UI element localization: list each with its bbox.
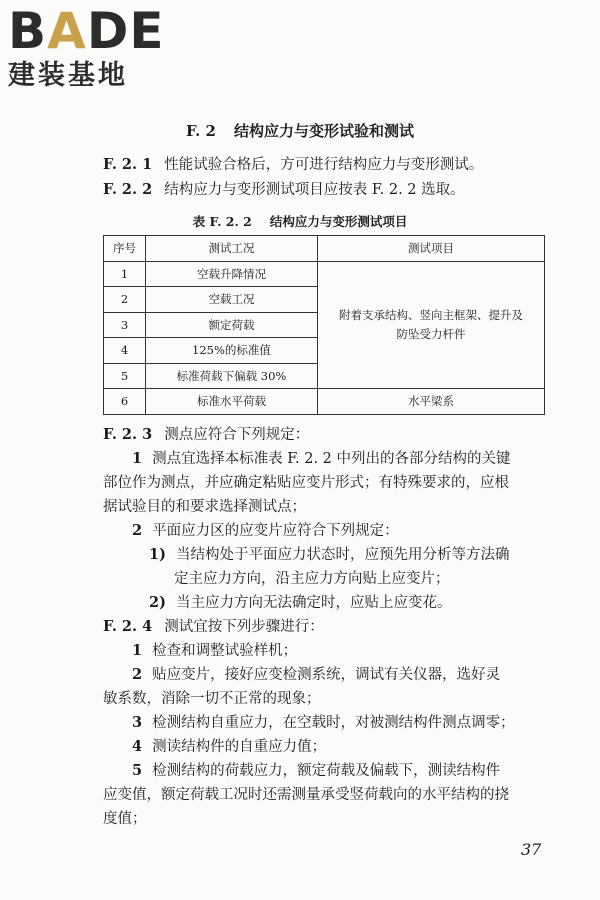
logo-wordmark: BADE <box>8 2 165 60</box>
f23-subitem-2: 2) 当主应力方向无法确定时，应贴上应变花。 <box>149 594 452 611</box>
table-cell: 5 <box>104 363 146 389</box>
f24-step-4: 4 测读结构件的自重应力值； <box>132 738 327 755</box>
clause-f-2-2: F. 2. 2 结构应力与变形测试项目应按表 F. 2. 2 选取。 <box>103 181 465 198</box>
table-row <box>104 261 545 287</box>
table-cell: 1 <box>104 261 146 287</box>
clause-f-2-4: F. 2. 4 测试宜按下列步骤进行： <box>103 618 324 635</box>
bade-logo <box>8 2 165 92</box>
table-caption: 表 F. 2. 2 结构应力与变形测试项目 <box>192 214 408 229</box>
header-cell: 测试工况 <box>146 236 318 262</box>
f24-step-3: 3 检测结构自重应力，在空载时，对被测结构件测点调零； <box>132 714 515 731</box>
f23-subitem-1-cont: 定主应力方向，沿主应力方向贴上应变片； <box>174 571 450 587</box>
table-cell: 标准荷载下偏载 30% <box>146 363 318 389</box>
f24-step-1: 1 检查和调整试验样机； <box>132 642 298 659</box>
f23-item-1-cont: 部位作为测点，并应确定粘贴应变片形式；有特殊要求的，应根 <box>103 475 509 491</box>
f24-step-5-cont: 度值； <box>103 811 147 827</box>
f23-item-1-cont: 据试验目的和要求选择测试点； <box>103 499 306 515</box>
header-cell: 测试项目 <box>318 236 545 262</box>
merged-item-cell: 附着支承结构、竖向主框架、提升及 防坠受力杆件 <box>318 261 545 389</box>
test-items-table <box>103 235 545 415</box>
f24-step-2-cont: 敏系数，消除一切不正常的现象； <box>103 691 321 707</box>
logo-subtitle: 建装基地 <box>8 60 128 91</box>
f24-step-5-cont: 应变值，额定荷载工况时还需测量承受竖荷载向的水平结构的挠 <box>103 787 509 803</box>
page-number: 37 <box>521 840 542 859</box>
table-row <box>104 389 545 415</box>
section-heading: F. 2 结构应力与变形试验和测试 <box>185 122 415 140</box>
table-cell: 2 <box>104 287 146 313</box>
f23-item-2: 2 平面应力区的应变片应符合下列规定： <box>132 522 399 539</box>
clause-f-2-1: F. 2. 1 性能试验合格后，方可进行结构应力与变形测试。 <box>103 156 484 173</box>
table-cell: 空载工况 <box>146 287 318 313</box>
table-cell: 空载升降情况 <box>146 261 318 287</box>
table-cell: 6 <box>104 389 146 415</box>
table-header-row <box>104 236 545 262</box>
header-cell: 序号 <box>104 236 146 262</box>
table-cell: 4 <box>104 338 146 364</box>
table-cell: 标准水平荷载 <box>146 389 318 415</box>
f24-step-5: 5 检测结构的荷载应力，额定荷载及偏载下，测读结构件 <box>132 762 501 779</box>
table-cell: 125%的标准值 <box>146 338 318 364</box>
clause-f-2-3: F. 2. 3 测点应符合下列规定： <box>103 426 310 443</box>
f24-step-2: 2 贴应变片，接好应变检测系统，调试有关仪器，选好灵 <box>132 666 501 683</box>
f23-subitem-1: 1) 当结构处于平面应力状态时，应预先用分析等方法确 <box>149 546 510 563</box>
table-cell: 3 <box>104 312 146 338</box>
table-cell: 额定荷载 <box>146 312 318 338</box>
f23-item-1: 1 测点宜选择本标准表 F. 2. 2 中列出的各部分结构的关键 <box>132 450 511 467</box>
table-cell: 水平梁系 <box>318 389 545 415</box>
